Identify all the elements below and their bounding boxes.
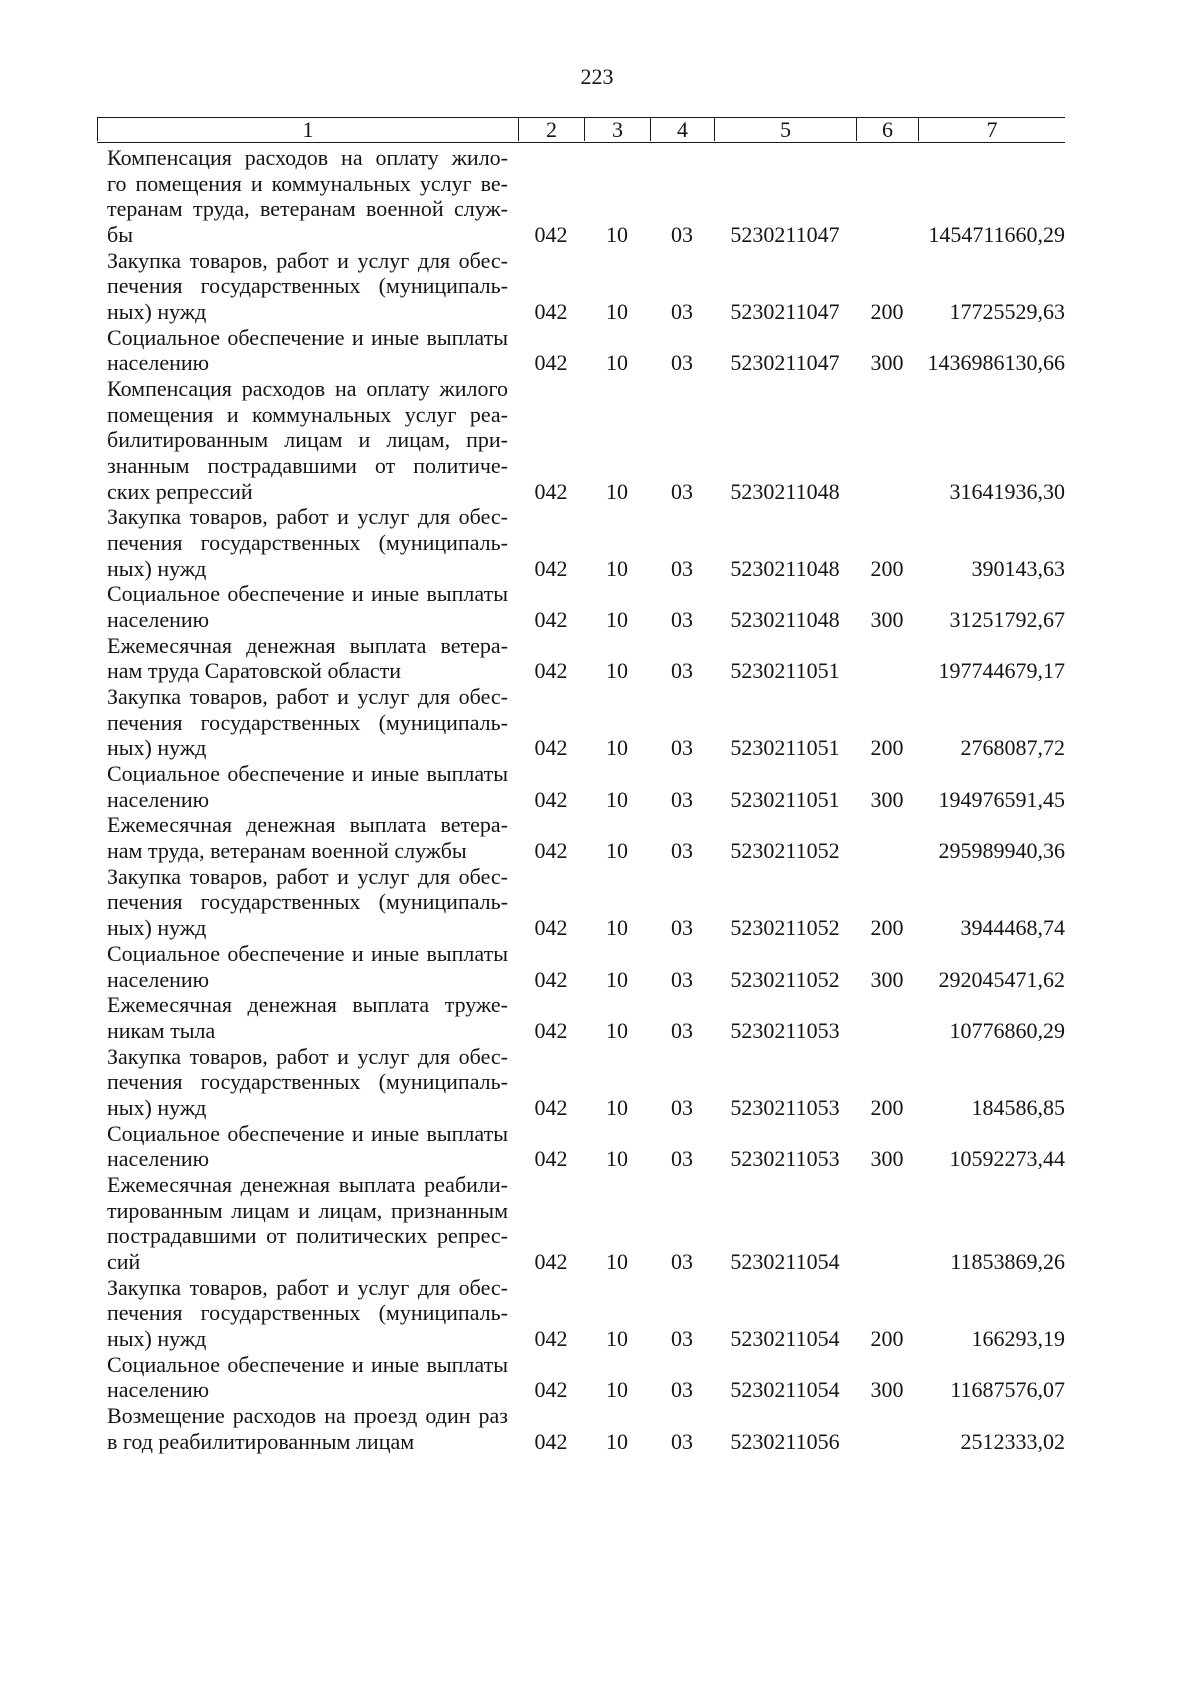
table-row	[97, 1044, 1065, 1121]
description-line: сий	[107, 1248, 141, 1274]
cell-col-6: 200	[870, 1325, 904, 1351]
table-row	[97, 248, 1065, 325]
table-row	[97, 376, 1065, 504]
cell-col-7: 292045471,62	[938, 966, 1065, 992]
cell-col-4: 03	[671, 1325, 693, 1351]
cell-col-3: 10	[606, 786, 628, 812]
description-line: ных) нужд	[107, 555, 207, 581]
cell-col-6: 300	[870, 1377, 904, 1403]
cell-col-2: 042	[534, 735, 568, 761]
description-line: знанным пострадавшими от политиче-	[107, 453, 508, 479]
cell-col-7: 2512333,02	[960, 1428, 1065, 1454]
cell-col-6: 200	[870, 915, 904, 941]
header-col-3: 3	[584, 118, 650, 141]
cell-col-4: 03	[671, 1377, 693, 1403]
cell-col-6	[856, 1249, 918, 1275]
table-row	[97, 761, 1065, 812]
cell-col-2: 042	[534, 786, 568, 812]
description-line: Закупка товаров, работ и услуг для обес-	[107, 684, 508, 710]
cell-col-6: 200	[870, 299, 904, 325]
row-description	[97, 376, 518, 504]
cell-col-5: 5230211051	[730, 786, 840, 812]
row-description	[97, 145, 518, 248]
cell-col-2: 042	[534, 838, 568, 864]
cell-col-3: 10	[606, 1017, 628, 1043]
cell-col-7: 31251792,67	[949, 607, 1065, 633]
description-line: Возмещение расходов на проезд один раз	[107, 1402, 508, 1428]
row-description	[97, 941, 518, 992]
table-row	[97, 941, 1065, 992]
description-line: ных) нужд	[107, 915, 207, 941]
cell-col-3: 10	[606, 350, 628, 376]
cell-col-6: 300	[870, 350, 904, 376]
cell-col-7: 11853869,26	[950, 1248, 1065, 1274]
cell-col-3: 10	[606, 299, 628, 325]
description-line: Закупка товаров, работ и услуг для обес-	[107, 247, 508, 273]
row-description	[97, 325, 518, 376]
description-line: бы	[107, 222, 133, 248]
row-description	[97, 1044, 518, 1121]
cell-col-3: 10	[606, 838, 628, 864]
cell-col-3: 10	[606, 735, 628, 761]
cell-col-4: 03	[671, 1017, 693, 1043]
row-description	[97, 1172, 518, 1275]
description-line: никам тыла	[107, 1017, 216, 1043]
cell-col-7: 1454711660,29	[928, 222, 1065, 248]
table-row	[97, 992, 1065, 1043]
cell-col-4: 03	[671, 966, 693, 992]
cell-col-7: 295989940,36	[938, 838, 1065, 864]
cell-col-5: 5230211054	[730, 1377, 840, 1403]
cell-col-2: 042	[534, 222, 568, 248]
row-description	[97, 992, 518, 1043]
table-row	[97, 1121, 1065, 1172]
cell-col-7: 390143,63	[971, 555, 1065, 581]
row-description	[97, 1352, 518, 1403]
cell-col-2: 042	[534, 607, 568, 633]
description-line: теранам труда, ветеранам военной служ-	[107, 196, 508, 222]
cell-col-3: 10	[606, 1248, 628, 1274]
row-description	[97, 581, 518, 632]
description-line: Социальное обеспечение и иные выплаты	[107, 1351, 508, 1377]
cell-col-6	[856, 838, 918, 864]
cell-col-6: 200	[870, 555, 904, 581]
cell-col-4: 03	[671, 350, 693, 376]
table-body	[97, 145, 1065, 1454]
description-line: Социальное обеспечение и иные выплаты	[107, 761, 508, 787]
cell-col-6	[856, 479, 918, 505]
cell-col-7: 166293,19	[971, 1325, 1065, 1351]
cell-col-6	[856, 222, 918, 248]
description-line: населению	[107, 1146, 210, 1172]
cell-col-6: 200	[870, 1094, 904, 1120]
description-line: Социальное обеспечение и иные выплаты	[107, 581, 508, 607]
cell-col-5: 5230211048	[730, 607, 840, 633]
cell-col-3: 10	[606, 222, 628, 248]
cell-col-7: 184586,85	[971, 1094, 1065, 1120]
description-line: пострадавшими от политических репрес-	[107, 1223, 508, 1249]
row-description	[97, 633, 518, 684]
cell-col-4: 03	[671, 1248, 693, 1274]
description-line: печения государственных (муниципаль-	[107, 1300, 508, 1326]
cell-col-2: 042	[534, 915, 568, 941]
row-description	[97, 761, 518, 812]
row-description	[97, 812, 518, 863]
description-line: населению	[107, 350, 210, 376]
row-description	[97, 1275, 518, 1352]
cell-col-2: 042	[534, 1325, 568, 1351]
cell-col-3: 10	[606, 1146, 628, 1172]
description-line: Закупка товаров, работ и услуг для обес-	[107, 1043, 508, 1069]
description-line: Социальное обеспечение и иные выплаты	[107, 1120, 508, 1146]
cell-col-7: 10592273,44	[949, 1146, 1065, 1172]
cell-col-5: 5230211047	[730, 222, 840, 248]
description-line: ных) нужд	[107, 735, 207, 761]
cell-col-6: 300	[870, 607, 904, 633]
description-line: Социальное обеспечение и иные выплаты	[107, 324, 508, 350]
row-description	[97, 1121, 518, 1172]
table-row	[97, 1352, 1065, 1403]
cell-col-7: 194976591,45	[938, 786, 1065, 812]
description-line: ных) нужд	[107, 1325, 207, 1351]
cell-col-4: 03	[671, 607, 693, 633]
table-row	[97, 684, 1065, 761]
cell-col-4: 03	[671, 478, 693, 504]
cell-col-2: 042	[534, 1146, 568, 1172]
cell-col-6: 300	[870, 966, 904, 992]
header-col-1: 1	[97, 118, 518, 141]
cell-col-4: 03	[671, 555, 693, 581]
row-description	[97, 864, 518, 941]
description-line: Закупка товаров, работ и услуг для обес-	[107, 504, 508, 530]
cell-col-5: 5230211052	[730, 838, 840, 864]
cell-col-5: 5230211047	[730, 299, 840, 325]
description-line: ских репрессий	[107, 478, 253, 504]
header-col-7: 7	[918, 118, 1065, 141]
cell-col-6: 300	[870, 1146, 904, 1172]
header-col-5: 5	[714, 118, 856, 141]
description-line: населению	[107, 786, 210, 812]
description-line: Компенсация расходов на оплату жило-	[107, 145, 508, 170]
cell-col-5: 5230211051	[730, 735, 840, 761]
table-row	[97, 1403, 1065, 1454]
cell-col-4: 03	[671, 222, 693, 248]
description-line: населению	[107, 607, 210, 633]
cell-col-5: 5230211052	[730, 966, 840, 992]
cell-col-2: 042	[534, 1377, 568, 1403]
cell-col-5: 5230211048	[730, 478, 840, 504]
cell-col-6: 300	[870, 786, 904, 812]
header-col-6: 6	[856, 118, 918, 141]
cell-col-3: 10	[606, 555, 628, 581]
cell-col-3: 10	[606, 658, 628, 684]
table-row	[97, 581, 1065, 632]
cell-col-4: 03	[671, 1094, 693, 1120]
table-row	[97, 1172, 1065, 1275]
description-line: печения государственных (муниципаль-	[107, 709, 508, 735]
cell-col-5: 5230211047	[730, 350, 840, 376]
cell-col-5: 5230211051	[730, 658, 840, 684]
cell-col-6	[856, 1018, 918, 1044]
cell-col-4: 03	[671, 838, 693, 864]
cell-col-5: 5230211054	[730, 1325, 840, 1351]
cell-col-4: 03	[671, 915, 693, 941]
cell-col-7: 17725529,63	[949, 299, 1065, 325]
cell-col-2: 042	[534, 299, 568, 325]
cell-col-2: 042	[534, 350, 568, 376]
cell-col-7: 11687576,07	[950, 1377, 1065, 1403]
description-line: Закупка товаров, работ и услуг для обес-	[107, 1274, 508, 1300]
cell-col-3: 10	[606, 1094, 628, 1120]
description-line: билитированным лицам и лицам, при-	[107, 427, 508, 453]
cell-col-5: 5230211048	[730, 555, 840, 581]
cell-col-2: 042	[534, 478, 568, 504]
table-row	[97, 504, 1065, 581]
cell-col-7: 3944468,74	[960, 915, 1065, 941]
cell-col-5: 5230211054	[730, 1248, 840, 1274]
table-row	[97, 633, 1065, 684]
description-line: печения государственных (муниципаль-	[107, 273, 508, 299]
cell-col-4: 03	[671, 658, 693, 684]
cell-col-2: 042	[534, 1017, 568, 1043]
description-line: нам труда, ветеранам военной службы	[107, 838, 467, 864]
cell-col-5: 5230211053	[730, 1017, 840, 1043]
row-description	[97, 1403, 518, 1454]
description-line: Закупка товаров, работ и услуг для обес-	[107, 863, 508, 889]
cell-col-3: 10	[606, 1428, 628, 1454]
table-row	[97, 325, 1065, 376]
cell-col-2: 042	[534, 555, 568, 581]
description-line: го помещения и коммунальных услуг ве-	[107, 170, 508, 196]
description-line: печения государственных (муниципаль-	[107, 889, 508, 915]
cell-col-4: 03	[671, 735, 693, 761]
cell-col-4: 03	[671, 299, 693, 325]
cell-col-4: 03	[671, 1428, 693, 1454]
description-line: ных) нужд	[107, 1094, 207, 1120]
header-col-2: 2	[518, 118, 584, 141]
cell-col-3: 10	[606, 607, 628, 633]
cell-col-4: 03	[671, 786, 693, 812]
cell-col-5: 5230211053	[730, 1146, 840, 1172]
cell-col-6	[856, 1429, 918, 1455]
description-line: Ежемесячная денежная выплата ветера-	[107, 812, 508, 838]
cell-col-3: 10	[606, 966, 628, 992]
cell-col-7: 31641936,30	[949, 478, 1065, 504]
cell-col-3: 10	[606, 1325, 628, 1351]
row-description	[97, 504, 518, 581]
cell-col-3: 10	[606, 478, 628, 504]
cell-col-6	[856, 658, 918, 684]
table-row	[97, 812, 1065, 863]
description-line: помещения и коммунальных услуг реа-	[107, 401, 508, 427]
description-line: печения государственных (муниципаль-	[107, 1069, 508, 1095]
table-row	[97, 864, 1065, 941]
cell-col-2: 042	[534, 658, 568, 684]
description-line: Ежемесячная денежная выплата ветера-	[107, 632, 508, 658]
cell-col-3: 10	[606, 1377, 628, 1403]
cell-col-3: 10	[606, 915, 628, 941]
cell-col-2: 042	[534, 1248, 568, 1274]
cell-col-4: 03	[671, 1146, 693, 1172]
description-line: Компенсация расходов на оплату жилого	[107, 376, 508, 402]
description-line: тированным лицам и лицам, признанным	[107, 1197, 508, 1223]
table-header-row	[97, 117, 1065, 143]
description-line: нам труда Саратовской области	[107, 658, 401, 684]
cell-col-6: 200	[870, 735, 904, 761]
description-line: населению	[107, 966, 210, 992]
page-number: 223	[580, 64, 614, 89]
cell-col-5: 5230211056	[730, 1428, 840, 1454]
row-description	[97, 684, 518, 761]
header-col-4: 4	[650, 118, 714, 141]
cell-col-7: 197744679,17	[938, 658, 1065, 684]
cell-col-2: 042	[534, 1094, 568, 1120]
description-line: печения государственных (муниципаль-	[107, 530, 508, 556]
cell-col-2: 042	[534, 1428, 568, 1454]
description-line: Ежемесячная денежная выплата реабили-	[107, 1171, 508, 1197]
table-row	[97, 1275, 1065, 1352]
description-line: населению	[107, 1377, 210, 1403]
cell-col-7: 2768087,72	[960, 735, 1065, 761]
description-line: Ежемесячная денежная выплата труже-	[107, 992, 508, 1018]
cell-col-7: 10776860,29	[949, 1017, 1065, 1043]
description-line: Социальное обеспечение и иные выплаты	[107, 940, 508, 966]
cell-col-5: 5230211053	[730, 1094, 840, 1120]
cell-col-5: 5230211052	[730, 915, 840, 941]
cell-col-7: 1436986130,66	[927, 350, 1065, 376]
description-line: ных) нужд	[107, 299, 207, 325]
row-description	[97, 248, 518, 325]
cell-col-2: 042	[534, 966, 568, 992]
description-line: в год реабилитированным лицам	[107, 1428, 415, 1454]
table-row	[97, 145, 1065, 248]
